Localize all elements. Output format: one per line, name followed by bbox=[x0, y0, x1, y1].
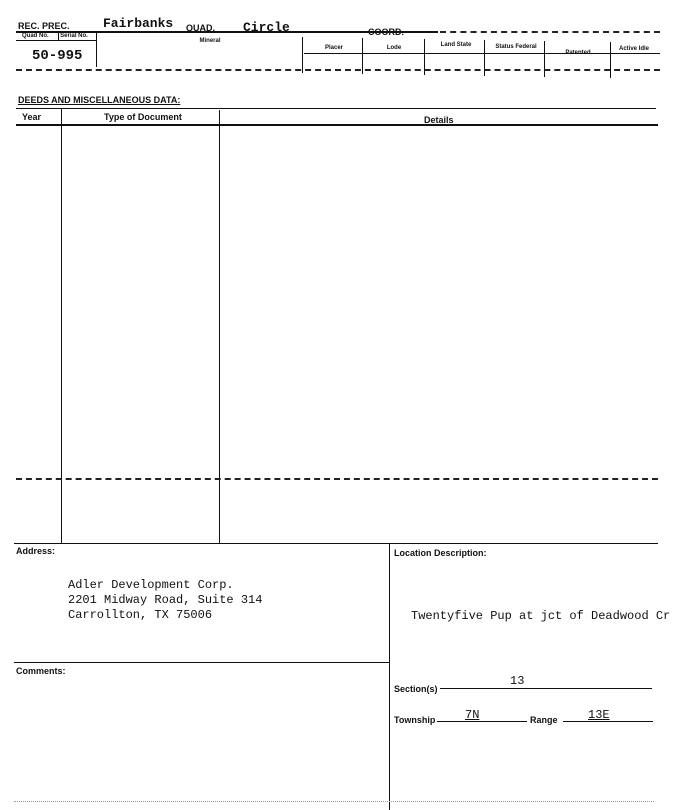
location-description-value: Twentyfive Pup at jct of Deadwood Cr bbox=[411, 609, 671, 623]
township-value: 7N bbox=[465, 708, 480, 722]
address-location-divider bbox=[389, 543, 390, 810]
deeds-mid-dashed-rule bbox=[16, 478, 658, 480]
section-label: Section(s) bbox=[394, 684, 438, 694]
lower-section-top-rule bbox=[14, 543, 658, 544]
year-column-header: Year bbox=[22, 112, 42, 122]
coord-label: COORD. bbox=[368, 27, 404, 37]
address-line-2: 2201 Midway Road, Suite 314 bbox=[68, 593, 263, 607]
placer-label: Placer bbox=[324, 45, 343, 51]
status-patented-divider bbox=[544, 41, 545, 77]
quad-value: Circle bbox=[243, 20, 290, 35]
status-header-underline bbox=[304, 53, 660, 54]
mineral-label: Mineral bbox=[199, 38, 221, 44]
quad-label: QUAD. bbox=[186, 23, 215, 33]
mineral-placer-divider bbox=[302, 37, 303, 73]
quad-serial-underline bbox=[16, 40, 96, 41]
quad-no-label: Quad No. bbox=[22, 33, 49, 39]
section-underline bbox=[440, 688, 652, 689]
patented-active-divider bbox=[610, 42, 611, 78]
header-top-rule-dashed bbox=[440, 31, 660, 33]
rec-prec-label: REC. PREC. bbox=[18, 21, 70, 31]
township-label: Township bbox=[394, 715, 436, 725]
serial-mineral-divider bbox=[96, 33, 97, 67]
active-idle-label: Active Idle bbox=[618, 46, 649, 52]
location-description-label: Location Description: bbox=[394, 548, 487, 558]
comments-top-rule bbox=[14, 662, 389, 663]
serial-no-label: Serial No. bbox=[60, 33, 88, 39]
type-column-header: Type of Document bbox=[104, 112, 182, 122]
township-underline bbox=[437, 721, 527, 722]
section-value: 13 bbox=[510, 674, 525, 688]
comments-label: Comments: bbox=[16, 666, 66, 676]
status-federal-label: Status Federal bbox=[495, 44, 537, 50]
scan-noise-line bbox=[14, 801, 654, 802]
range-label: Range bbox=[530, 715, 558, 725]
deeds-section-title: DEEDS AND MISCELLANEOUS DATA: bbox=[18, 95, 181, 105]
details-column-header: Details bbox=[424, 115, 454, 125]
quad-serial-divider bbox=[58, 33, 59, 41]
range-value: 13E bbox=[588, 708, 610, 722]
lode-label: Lode bbox=[386, 45, 402, 51]
land-state-label: Land State bbox=[440, 42, 472, 48]
quad-serial-value: 50-995 bbox=[32, 48, 83, 64]
address-line-3: Carrollton, TX 75006 bbox=[68, 608, 213, 622]
rec-prec-value: Fairbanks bbox=[103, 16, 174, 31]
deeds-header-rule bbox=[16, 124, 658, 126]
address-label: Address: bbox=[16, 546, 56, 556]
patented-label: Patented bbox=[565, 50, 591, 56]
deeds-top-rule bbox=[16, 108, 656, 109]
address-line-1: Adler Development Corp. bbox=[68, 578, 234, 592]
header-bottom-rule bbox=[16, 69, 660, 71]
